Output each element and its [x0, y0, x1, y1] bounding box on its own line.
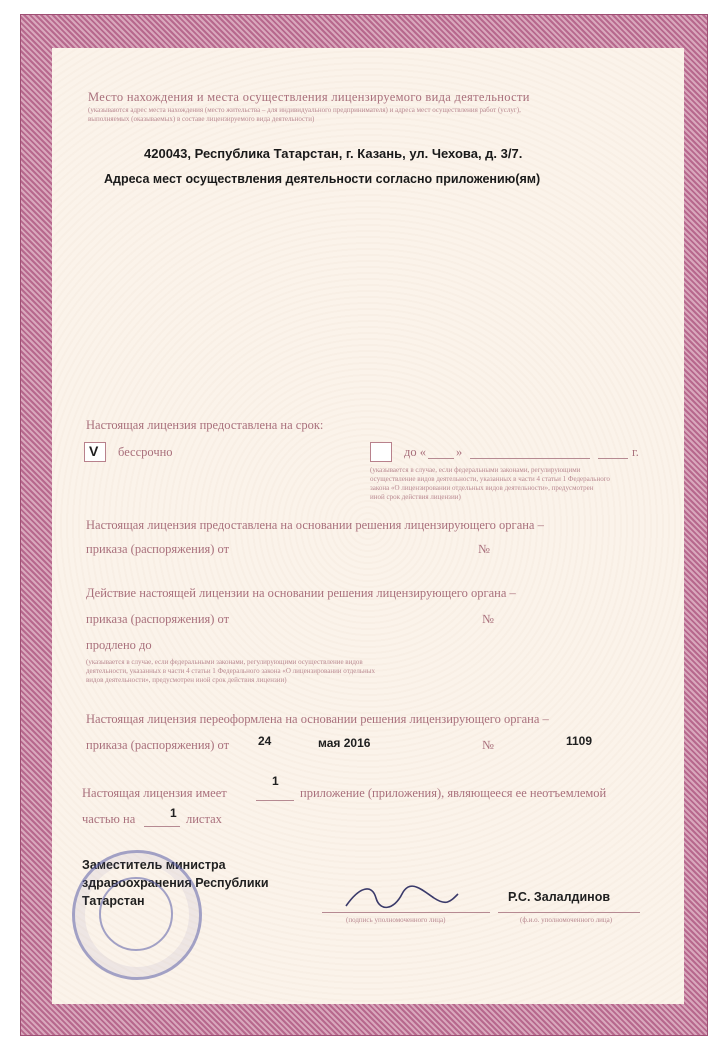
address-text: 420043, Республика Татарстан, г. Казань, ул. Чехова, д. 3/7. [144, 146, 523, 161]
basis-number-sign: № [478, 542, 490, 556]
appendix-count: 1 [272, 774, 279, 788]
until-checkbox [370, 442, 392, 462]
appendix-count-line [256, 800, 294, 801]
check-mark: V [89, 443, 99, 459]
reissue-month-year: мая 2016 [318, 736, 371, 750]
official-seal [72, 850, 202, 980]
signature-scribble [342, 880, 462, 914]
term-label: Настоящая лицензия предоставлена на срок: [86, 418, 324, 432]
until-mid: » [456, 445, 463, 459]
reissue-line-2: приказа (распоряжения) от [86, 738, 230, 752]
until-hint-3: закона «О лицензировании отдельных видов деятельности», предусмотрен [370, 484, 594, 492]
basis-line-1: Настоящая лицензия предоставлена на основании решения лицензирующего органа – [86, 518, 544, 532]
until-hint-4: иной срок действия лицензии) [370, 493, 461, 501]
appendix-sheets: 1 [170, 806, 177, 820]
appendix-prefix: Настоящая лицензия имеет [82, 786, 227, 800]
name-line [498, 912, 640, 913]
extension-hint-1: (указывается в случае, если федеральными законами, регулирующими осуществление видов [86, 658, 363, 666]
position-line-1: Заместитель министра [82, 858, 226, 872]
until-day-line [428, 458, 454, 459]
position-line-3: Татарстан [82, 894, 145, 908]
name-hint: (ф.и.о. уполномоченного лица) [520, 916, 613, 924]
location-heading: Место нахождения и места осуществления лицензируемого вида деятельности [88, 90, 530, 104]
extension-number-sign: № [482, 612, 494, 626]
indefinite-checkbox [84, 442, 106, 462]
reissue-day: 24 [258, 734, 272, 748]
seal-inner-ring [99, 877, 173, 951]
reissue-number: 1109 [566, 734, 593, 748]
until-month-line [470, 458, 590, 459]
location-hint-1: (указываются адрес места нахождения (место жительства – для индивидуального предпринимателя) и адреса мест осуществления работ (услуг), [88, 106, 521, 114]
appendix-part-suffix: листах [186, 812, 222, 826]
extension-hint-2: деятельности, указанных в части 4 статьи 1 Федерального закона «О лицензировании отдельных [86, 667, 375, 675]
appendix-sheets-line [144, 826, 180, 827]
until-year-line [598, 458, 628, 459]
reissue-number-sign: № [482, 738, 494, 752]
extension-line-2: приказа (распоряжения) от [86, 612, 230, 626]
appendix-part-prefix: частью на [82, 812, 136, 826]
location-hint-2: выполняемых (оказываемых) в составе лицензируемого вида деятельности) [88, 115, 315, 123]
until-label: до « [404, 445, 426, 459]
signature-hint: (подпись уполномоченного лица) [346, 916, 446, 924]
until-hint-1: (указывается в случае, если федеральными законами, регулирующими [370, 466, 581, 474]
appendix-suffix: приложение (приложения), являющееся ее неотъемлемой [300, 786, 607, 800]
basis-line-2: приказа (распоряжения) от [86, 542, 230, 556]
extension-line-1: Действие настоящей лицензии на основании решения лицензирующего органа – [86, 586, 516, 600]
indefinite-label: бессрочно [118, 445, 173, 459]
until-year-suffix: г. [632, 445, 639, 459]
signatory-name: Р.С. Залалдинов [508, 890, 611, 904]
appendix-note: Адреса мест осуществления деятельности согласно приложению(ям) [104, 172, 541, 186]
extended-label: продлено до [86, 638, 152, 652]
extension-hint-3: видов деятельности», предусмотрен иной срок действия лицензии) [86, 676, 287, 684]
reissue-line-1: Настоящая лицензия переоформлена на основании решения лицензирующего органа – [86, 712, 549, 726]
until-hint-2: осуществление видов деятельности, указанных в части 4 статьи 1 Федерального [370, 475, 610, 483]
position-line-2: здравоохранения Республики [82, 876, 269, 890]
